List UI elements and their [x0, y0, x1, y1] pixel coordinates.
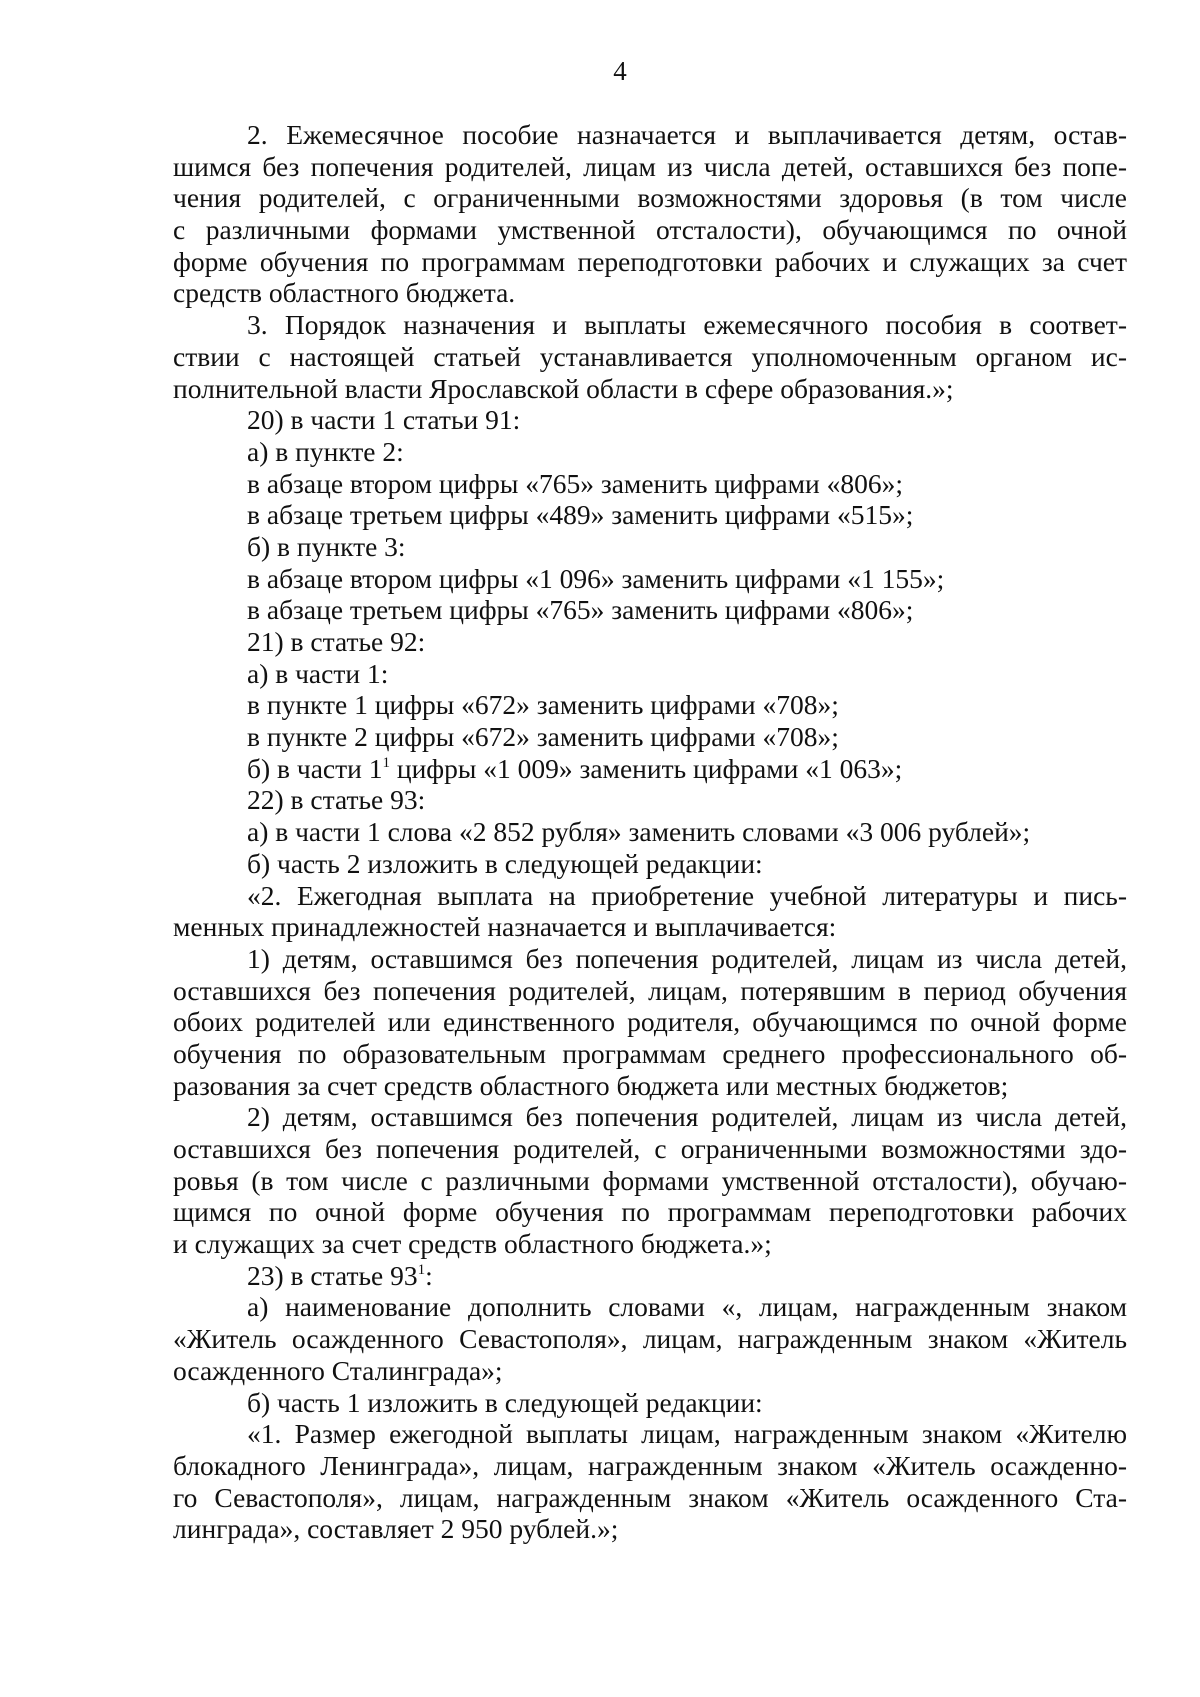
text-line [173, 689, 1127, 721]
text-line [173, 499, 1127, 531]
text-line [173, 594, 1127, 626]
text-line [173, 246, 1127, 278]
line-text: 3. Порядок назначения и выплаты ежемесячного пособия в соответ- [247, 309, 1127, 341]
text-line [173, 341, 1127, 373]
text-line [173, 214, 1127, 246]
document-body [173, 119, 1127, 1545]
text-line [173, 1133, 1127, 1165]
line-text: линграда», составляет 2 950 рублей.»; [173, 1513, 619, 1545]
text-line [173, 1355, 1127, 1387]
text-line [173, 1228, 1127, 1260]
line-text: б) часть 2 изложить в следующей редакции: [247, 847, 763, 879]
text-line [173, 1038, 1127, 1070]
superscript-index: 1 [417, 1261, 426, 1278]
line-text: б) в пункте 3: [247, 530, 406, 562]
text-line [173, 119, 1127, 151]
text-line [173, 816, 1127, 848]
text-line [173, 277, 1127, 309]
superscript-index: 1 [382, 754, 390, 771]
line-text: менных принадлежностей назначается и выплачивается: [173, 911, 837, 943]
line-text: в абзаце третьем цифры «765» заменить цифрами «806»; [247, 594, 914, 626]
line-text: «1. Размер ежегодной выплаты лицам, награжденным знаком «Жителю [247, 1418, 1127, 1450]
line-text: и служащих за счет средств областного бюджета.»; [173, 1228, 772, 1260]
page-number: 4 [613, 56, 627, 86]
line-text: ровья (в том числе с различными формами умственной отсталости), обучаю- [173, 1164, 1127, 1196]
line-text: обучения по образовательным программам среднего профессионального об- [173, 1037, 1127, 1069]
text-line [173, 753, 1127, 785]
line-text: а) в пункте 2: [247, 435, 404, 467]
text-line [173, 151, 1127, 183]
line-text: 23) в статье 93 [247, 1259, 418, 1291]
line-text: оставшихся без попечения родителей, лицам, потерявшим в период обучения [173, 974, 1127, 1006]
line-text: в пункте 1 цифры «672» заменить цифрами «708»; [247, 689, 839, 721]
text-line [173, 309, 1127, 341]
line-text: 20) в части 1 статьи 91: [247, 404, 521, 436]
text-line [173, 848, 1127, 880]
line-text: разования за счет средств областного бюджета или местных бюджетов; [173, 1069, 1009, 1101]
text-line [173, 182, 1127, 214]
line-text: полнительной власти Ярославской области в сфере образования.»; [173, 372, 954, 404]
line-text: щимся по очной форме обучения по программам переподготовки рабочих [173, 1196, 1127, 1228]
text-line [173, 1165, 1127, 1197]
line-text: в абзаце втором цифры «765» заменить цифрами «806»; [247, 467, 903, 499]
line-text: 2. Ежемесячное пособие назначается и выплачивается детям, остав- [247, 119, 1127, 150]
line-text: в абзаце третьем цифры «489» заменить цифрами «515»; [247, 499, 914, 531]
text-line [173, 1387, 1127, 1419]
line-text: средств областного бюджета. [173, 277, 516, 309]
text-line [173, 531, 1127, 563]
text-line [173, 658, 1127, 690]
line-text-continued: : [425, 1259, 433, 1291]
text-line [173, 373, 1127, 405]
line-text: осажденного Сталинграда»; [173, 1354, 503, 1386]
text-line [173, 1418, 1127, 1450]
line-text: а) наименование дополнить словами «, лицам, награжденным знаком [247, 1291, 1127, 1323]
text-line [173, 436, 1127, 468]
line-text: с различными формами умственной отсталости), обучающимся по очной [173, 214, 1127, 246]
line-text: а) в части 1 слова «2 852 рубля» заменить словами «3 006 рублей»; [247, 816, 1031, 848]
line-text: б) часть 1 изложить в следующей редакции: [247, 1386, 763, 1418]
line-text: блокадного Ленинграда», лицам, награжденным знаком «Житель осажденно- [173, 1449, 1127, 1481]
text-line [173, 880, 1127, 912]
text-line [173, 1291, 1127, 1323]
text-line [173, 1101, 1127, 1133]
line-text: шимся без попечения родителей, лицам из числа детей, оставшихся без попе- [173, 150, 1127, 182]
line-text-continued: цифры «1 009» заменить цифрами «1 063»; [390, 752, 903, 784]
line-text: оставшихся без попечения родителей, с ограниченными возможностями здо- [173, 1133, 1127, 1164]
text-line [173, 626, 1127, 658]
line-text: обоих родителей или единственного родителя, обучающимся по очной форме [173, 1006, 1127, 1038]
line-text: 21) в статье 92: [247, 626, 426, 657]
line-text: форме обучения по программам переподготовки рабочих и служащих за счет [173, 245, 1127, 277]
line-text: в пункте 2 цифры «672» заменить цифрами «708»; [247, 721, 839, 753]
text-line [173, 943, 1127, 975]
text-line [173, 468, 1127, 500]
line-text: чения родителей, с ограниченными возможностями здоровья (в том числе [173, 182, 1127, 214]
text-line [173, 1482, 1127, 1514]
line-text: б) в части 1 [247, 752, 383, 784]
text-line [173, 1513, 1127, 1545]
text-line [173, 975, 1127, 1007]
text-line [173, 404, 1127, 436]
text-line [173, 563, 1127, 595]
line-text: 2) детям, оставшимся без попечения родителей, лицам из числа детей, [247, 1101, 1127, 1133]
line-text: го Севастополя», лицам, награжденным знаком «Житель осажденного Ста- [173, 1481, 1127, 1513]
text-line [173, 1260, 1127, 1292]
text-line [173, 1323, 1127, 1355]
line-text: 22) в статье 93: [247, 784, 426, 816]
text-line [173, 911, 1127, 943]
line-text: 1) детям, оставшимся без попечения родителей, лицам из числа детей, [247, 942, 1127, 974]
line-text: в абзаце втором цифры «1 096» заменить цифрами «1 155»; [247, 562, 945, 594]
text-line [173, 1450, 1127, 1482]
line-text: ствии с настоящей статьей устанавливается уполномоченным органом ис- [173, 340, 1127, 372]
text-line [173, 1006, 1127, 1038]
text-line [173, 784, 1127, 816]
text-line [173, 1196, 1127, 1228]
line-text: «2. Ежегодная выплата на приобретение учебной литературы и пись- [247, 879, 1127, 911]
line-text: «Житель осажденного Севастополя», лицам, награжденным знаком «Житель [173, 1323, 1127, 1355]
text-line [173, 721, 1127, 753]
line-text: а) в части 1: [247, 657, 389, 689]
text-line [173, 1070, 1127, 1102]
